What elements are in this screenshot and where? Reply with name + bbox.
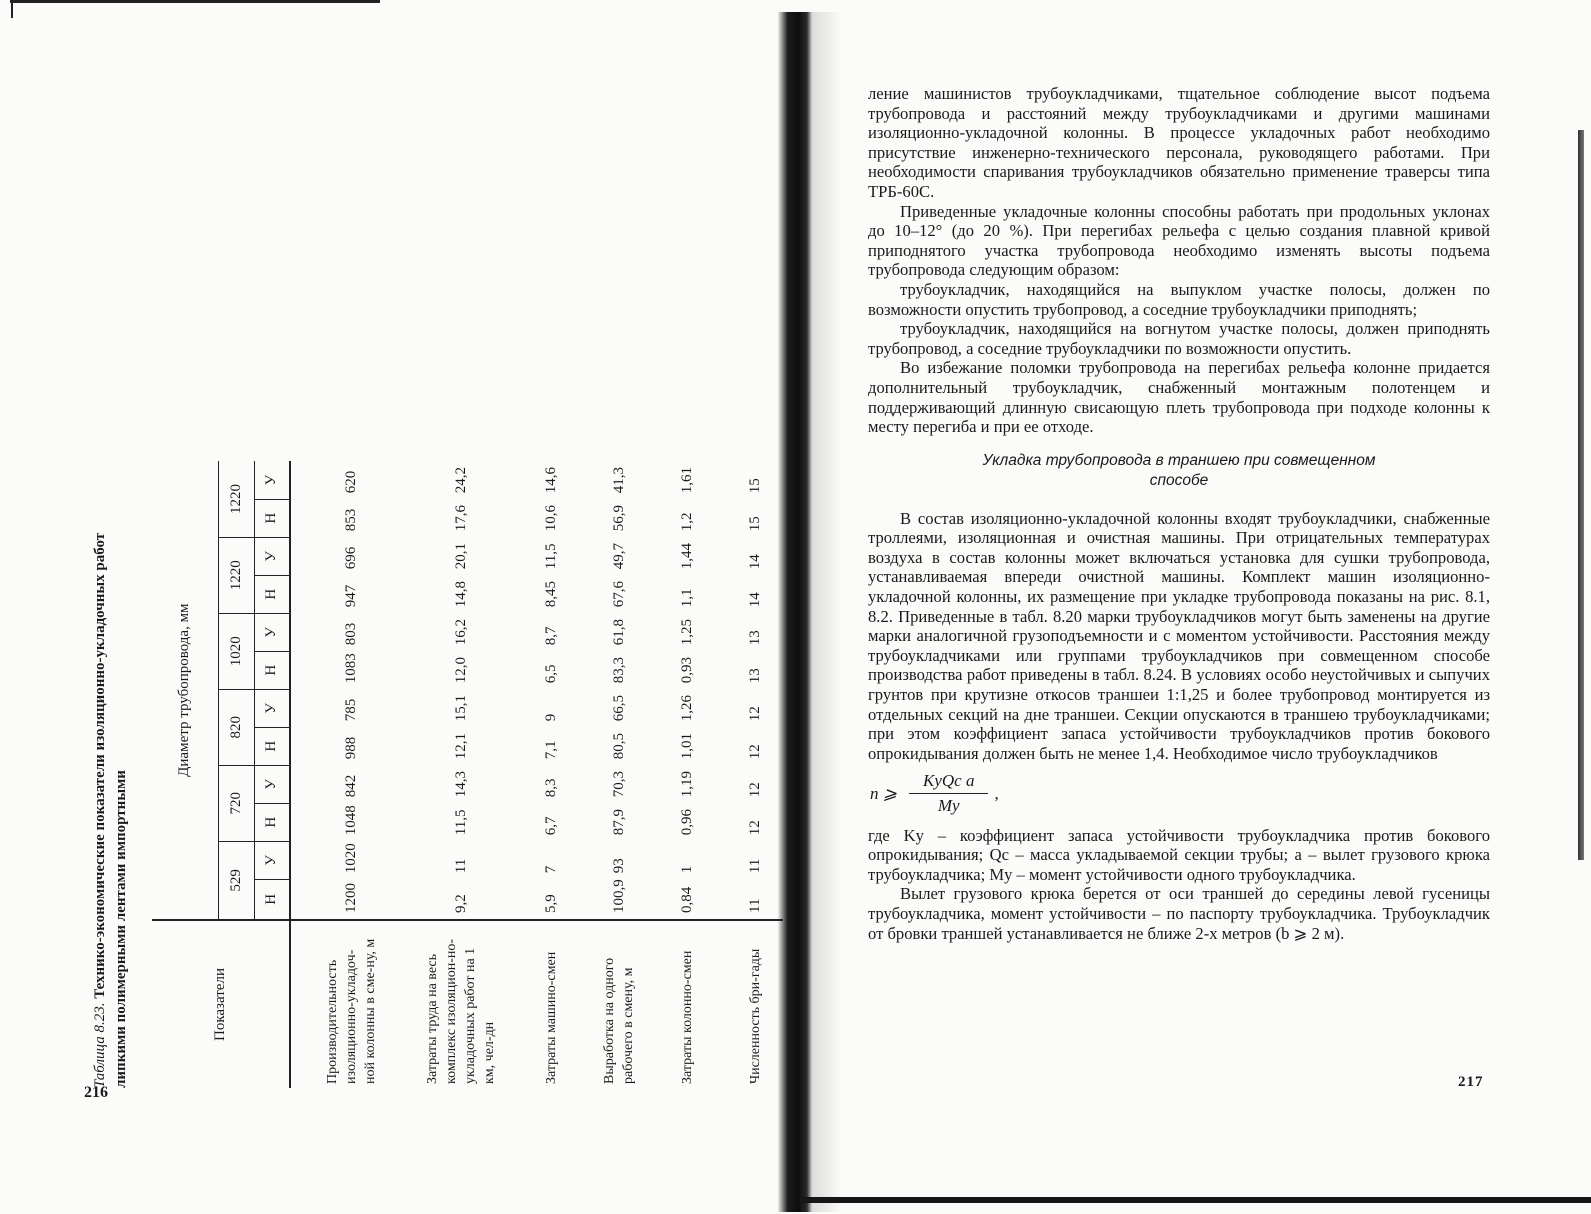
cell: 1,25 (678, 619, 695, 646)
left-page (0, 0, 778, 1214)
sub-h: Н (254, 575, 290, 613)
sub-u: У (254, 689, 290, 727)
table-caption (90, 88, 132, 1088)
cell: 8,7 (542, 626, 559, 646)
paragraph: где Kу – коэффициент запаса устойчивости трубоукладчика против бокового опрокидывания; Qс – масса укладываемой секции трубы; a – вылет грузового крюка трубоукладчика; Mу – момент устойчивости одного трубоукладчика. (868, 825, 1490, 884)
formula-fraction (909, 771, 988, 815)
cell: 20,1 (452, 543, 469, 570)
cell: 6,5 (542, 664, 559, 684)
paragraph: трубоукладчик, находящийся на выпуклом участке полосы, должен по возможности опустить трубопровод, а соседние трубоукладчики приподнять; (868, 279, 1490, 319)
table-caption-title: Технико-экономические показатели изоляционно-укладочных работ (92, 532, 108, 999)
cell: 41,3 (610, 467, 627, 494)
header-diameter-1020: 1020 (218, 613, 254, 689)
cell: 1,44 (678, 543, 695, 570)
cell: 1020 (342, 843, 359, 874)
row-label: Затраты машино-смен (511, 920, 579, 1088)
cell: 842 (342, 774, 359, 798)
cell: 80,5 (610, 733, 627, 760)
cell: 67,6 (610, 581, 627, 608)
sub-u: У (254, 537, 290, 575)
cell: 12 (746, 706, 763, 722)
sub-u: У (254, 613, 290, 651)
cell: 1200 (342, 883, 359, 913)
cell: 66,5 (610, 695, 627, 722)
table-row (647, 461, 715, 1088)
header-diameter: Диаметр трубопровода, мм (176, 603, 193, 777)
cell: 14 (746, 592, 763, 608)
sub-u: У (254, 841, 290, 879)
cell: 49,7 (610, 543, 627, 570)
cell: 1 (678, 865, 695, 874)
cell: 10,6 (542, 505, 559, 532)
cell: 70,3 (610, 771, 627, 798)
cell: 61,8 (610, 619, 627, 646)
paragraph: ление машинистов трубоукладчиками, тщательное соблюдение высот подъема трубопровода и расстояний между трубоукладчиками и другими машинами изоляционно-укладочной колонны. В процессе укладочных работ необходимо присутствие инженерно-технического персонала, руководящего работами. При необходимости спаривания трубоукладчиков обязательно применение траверсы типа ТРБ-60С. (868, 84, 1490, 201)
sub-u: У (254, 765, 290, 803)
subheading-line2: способе (1149, 471, 1209, 489)
header-diameter-720: 720 (218, 765, 254, 841)
cell: 0,84 (678, 886, 695, 913)
paragraph: трубоукладчик, находящийся на вогнутом участке полосы, должен приподнять трубопровод, а соседние трубоукладчики по возможности опустить. (868, 319, 1490, 358)
cell: 12 (746, 820, 763, 836)
header-diameter-820: 820 (218, 689, 254, 765)
formula-denominator: Mу (937, 796, 960, 815)
cell: 15 (746, 516, 763, 532)
row-label: Численность бри-гады (715, 920, 783, 1088)
cell: 15 (746, 478, 763, 494)
cell: 988 (342, 736, 359, 760)
formula (870, 771, 1490, 815)
table-row (715, 461, 783, 1088)
cell: 11 (746, 898, 763, 913)
cell: 13 (746, 630, 763, 646)
row-label: Затраты колонно-смен (647, 920, 715, 1088)
rotated-table-area (90, 78, 763, 1088)
gutter-shadow (812, 12, 842, 1212)
cell: 11 (452, 858, 469, 874)
paragraph: Вылет грузового крюка берется от оси траншей до середины левой гусеницы трубоукладчика, момент устойчивости – по паспорту трубоукладчика. Трубоукладчик от бровки траншей устанавливается не ближе 2-х метров (b ⩾ 2 м). (868, 884, 1490, 943)
cell: 11,5 (542, 543, 559, 570)
table-row (511, 461, 579, 1088)
subheading-line1: Укладка трубопровода в траншею при совмещенном (982, 451, 1376, 469)
section-subheading (868, 451, 1490, 491)
table-row (399, 461, 511, 1088)
sub-h: Н (263, 893, 280, 905)
page-number-right: 217 (1458, 1074, 1484, 1090)
cell: 1083 (342, 653, 359, 684)
cell: 1048 (342, 805, 359, 836)
cell: 8,45 (542, 581, 559, 608)
cell: 14,3 (452, 771, 469, 798)
cell: 9 (542, 713, 559, 722)
cell: 1,1 (678, 588, 695, 608)
cell: 100,9 (610, 879, 627, 913)
cell: 12 (746, 744, 763, 760)
cell: 12,0 (452, 657, 469, 684)
cell: 785 (342, 698, 359, 722)
table-caption-title-line2: липкими полимерными лентами импортными (113, 770, 129, 1088)
cell: 1,26 (678, 695, 695, 722)
cell: 7 (542, 865, 559, 874)
header-diameter-1220a: 1220 (218, 537, 254, 613)
page-number-left: 216 (84, 1084, 108, 1101)
cell: 8,3 (542, 778, 559, 798)
paragraph: Приведенные укладочные колонны способны работать при продольных уклонах до 10–12° (до 20 %). При перегибах рельефа с целью создания плавной кривой приподнятого участка трубопровода необходимо изменять высоты подъема трубопровода следующим образом: (868, 201, 1490, 280)
sub-h: Н (254, 651, 290, 689)
header-diameter-1220b: 1220 (218, 461, 254, 537)
formula-numerator: KуQс a (909, 771, 988, 794)
paragraph: В состав изоляционно-укладочной колонны входят трубоукладчики, снабженные троллеями, изоляционная и очистная машины. При отрицательных температурах воздуха в состав колонны может включаться установка для сушки трубопровода, устанавливаемая впереди очистной машины. Комплект машин изоляционно-укладочной колонны, их размещение при укладке трубопровода показаны на рис. 8.1, 8.2. Приведенные в табл. 8.20 марки трубоукладчиков могут быть заменены на другие марки аналогичной грузоподъемности и с моментом устойчивости. Расстояния между трубоукладчиками или группами трубоукладчиков при совмещенном способе производства работ приведены в табл. 8.24. В условиях особо неустойчивых и сыпучих грунтов при крутизне откосов траншеи 1:1,25 и более трубопровод монтируется из отдельных секций на дне траншеи. Секции опускаются в траншею трубоукладчиками; при этом коэффициент запаса устойчивости трубоукладчиков против бокового опрокидывания должен быть не менее 1,4. Необходимое число трубоукладчиков (868, 508, 1490, 763)
cell: 14,6 (542, 467, 559, 494)
header-indicators: Показатели (152, 920, 290, 1088)
cell: 1,61 (678, 467, 695, 494)
formula-tail: , (994, 783, 999, 803)
table-row (290, 461, 399, 1088)
table-row (579, 461, 647, 1088)
cell: 0,96 (678, 809, 695, 836)
sub-u: У (254, 461, 290, 499)
indicators-table (152, 461, 783, 1088)
cell: 83,3 (610, 657, 627, 684)
cell: 1,01 (678, 733, 695, 760)
row-label: Производительность изоляционно-укладоч-ной колонны в сме-ну, м (290, 920, 399, 1088)
cell: 11,5 (452, 809, 469, 836)
cell: 16,2 (452, 619, 469, 646)
paragraph: Во избежание поломки трубопровода на перегибах рельефа колонне придается дополнительный трубоукладчик, снабженный монтажным полотенцем и поддерживающий длинную свисающую плеть трубопровода при подходе колонны к месту перегиба и при ее отходе. (868, 358, 1490, 437)
cell: 93 (610, 858, 627, 874)
cell: 620 (342, 470, 359, 494)
cell: 9,2 (452, 894, 469, 913)
book-gutter (778, 12, 812, 1212)
cell: 14 (746, 554, 763, 570)
cell: 0,93 (678, 657, 695, 684)
table-caption-label: Таблица 8.23. (92, 1002, 108, 1088)
cell: 5,9 (542, 894, 559, 913)
cell: 13 (746, 668, 763, 684)
scan-right-edge (1578, 130, 1584, 860)
sub-h: Н (254, 803, 290, 841)
cell: 12,1 (452, 733, 469, 760)
formula-lhs: n ⩾ (870, 783, 897, 803)
cell: 7,1 (542, 740, 559, 760)
cell: 1,19 (678, 771, 695, 798)
sub-h: Н (254, 499, 290, 537)
cell: 56,9 (610, 505, 627, 532)
row-label: Затраты труда на весь комплекс изоляцион-но-укладочных работ на 1 км, чел-дн (399, 920, 511, 1088)
row-label: Выработка на одного рабочего в смену, м (579, 920, 647, 1088)
cell: 12 (746, 782, 763, 798)
header-diameter-529: 529 (227, 869, 244, 892)
cell: 14,8 (452, 581, 469, 608)
cell: 17,6 (452, 505, 469, 532)
cell: 87,9 (610, 809, 627, 836)
cell: 15,1 (452, 695, 469, 722)
cell: 11 (746, 858, 763, 874)
sub-h: Н (254, 727, 290, 765)
cell: 24,2 (452, 467, 469, 494)
right-page (868, 84, 1490, 943)
cell: 696 (342, 546, 359, 570)
cell: 947 (342, 584, 359, 608)
cell: 803 (342, 622, 359, 646)
cell: 853 (342, 508, 359, 532)
cell: 1,2 (678, 512, 695, 532)
scan-bottom-edge (800, 1197, 1591, 1203)
cell: 6,7 (542, 816, 559, 836)
